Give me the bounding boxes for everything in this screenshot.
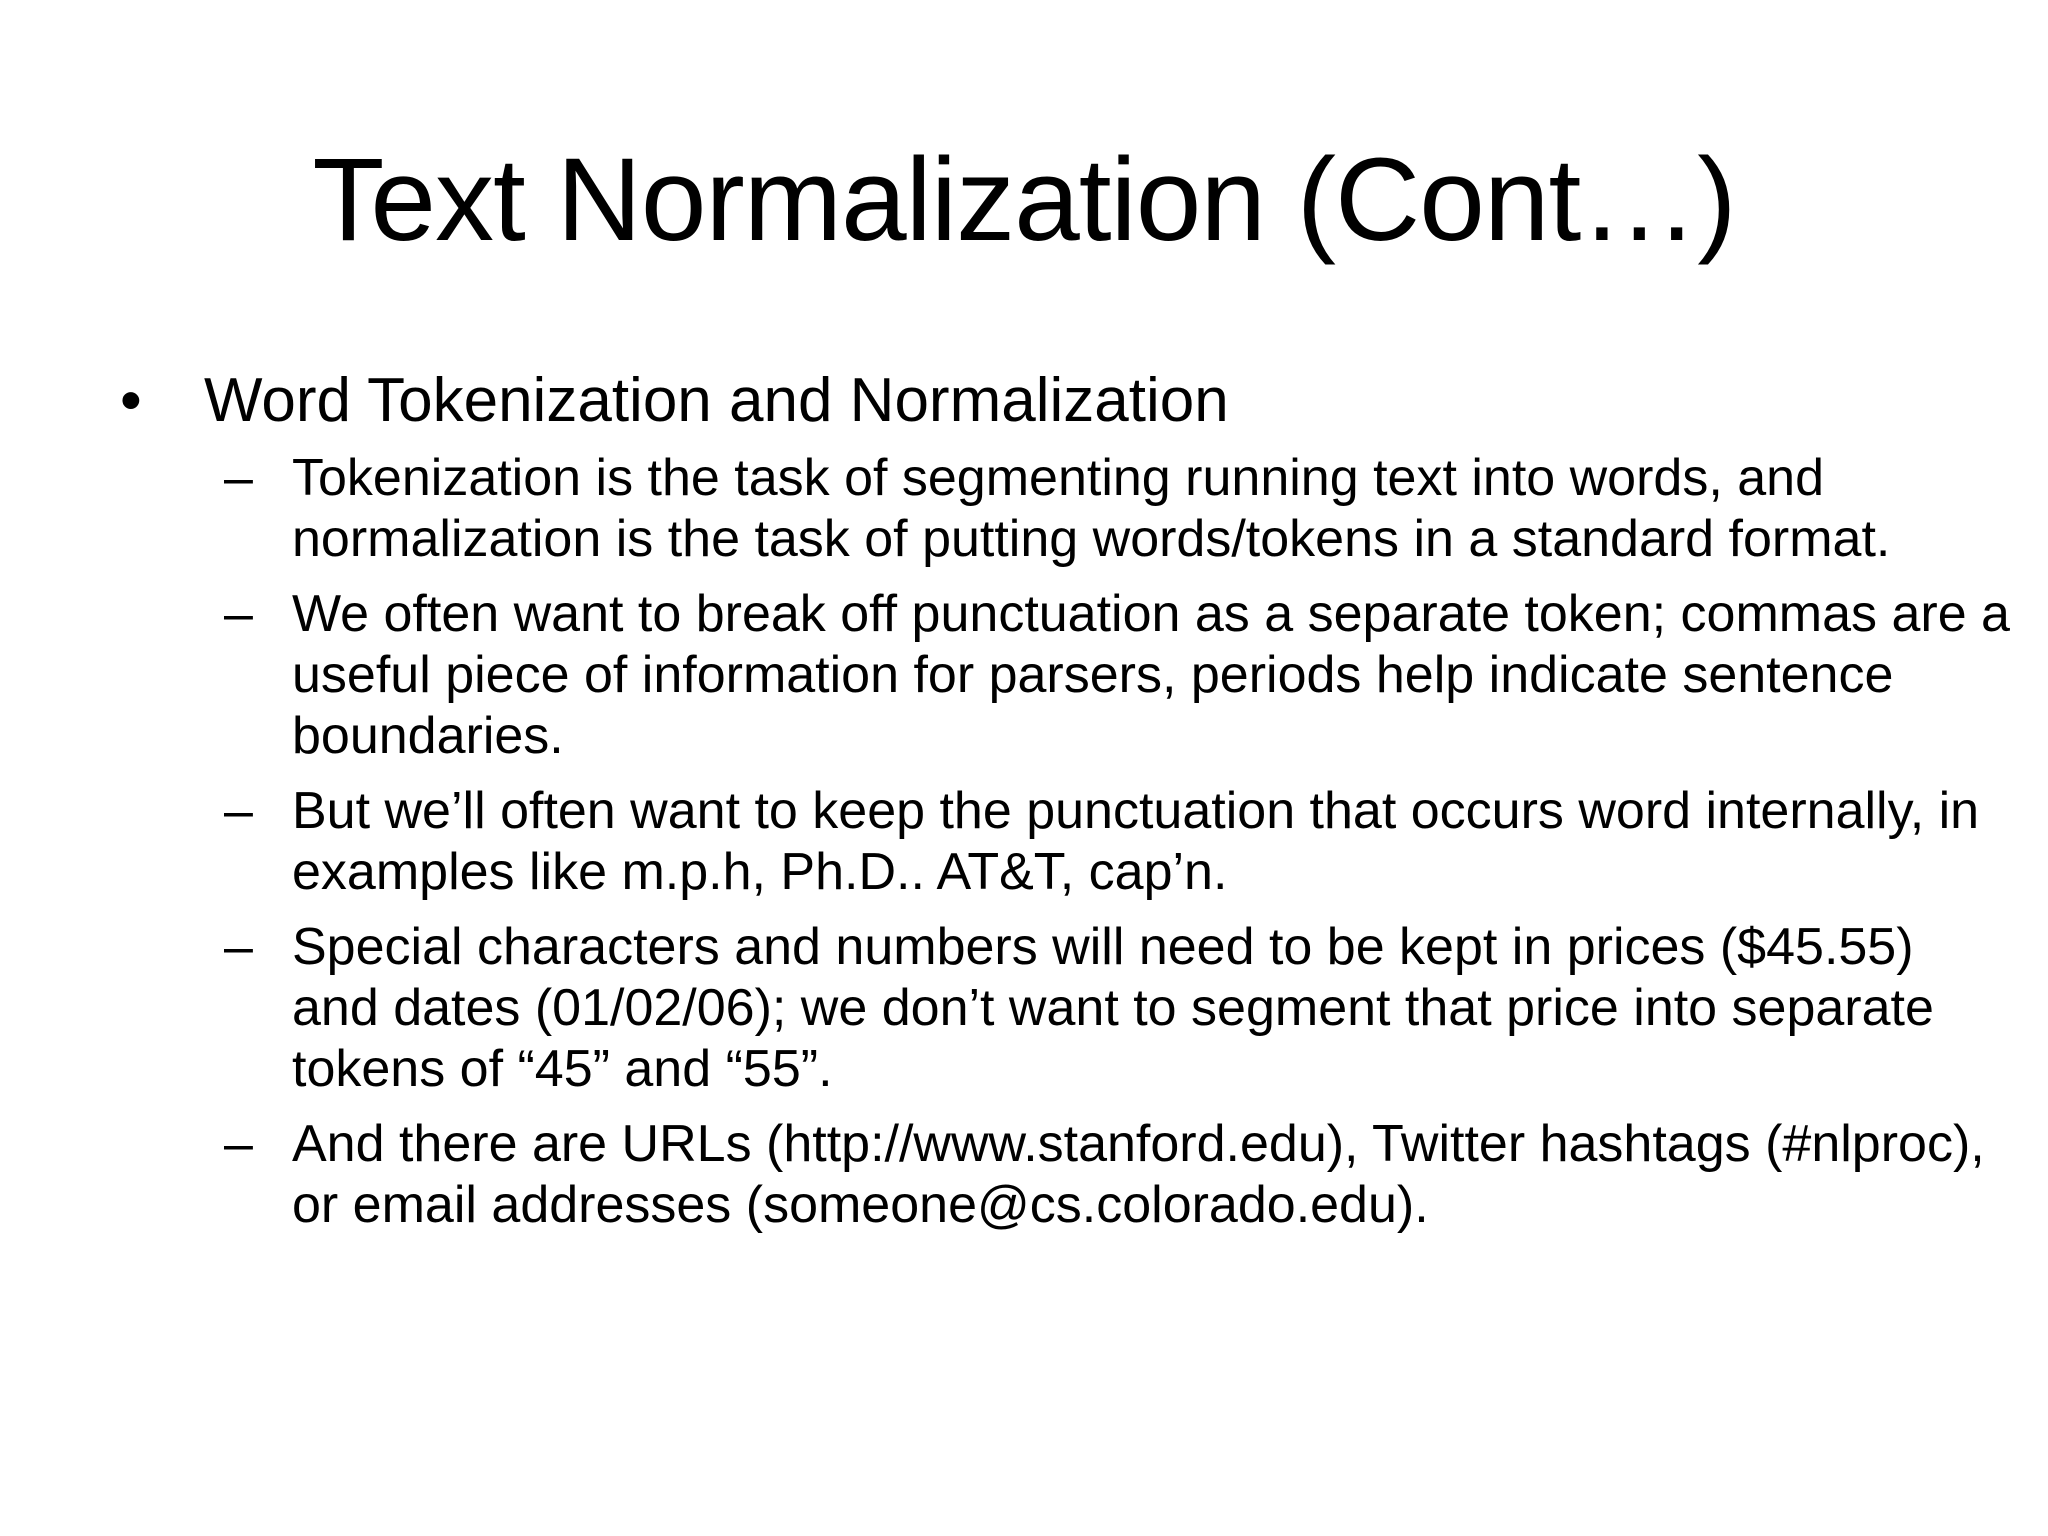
dash-marker: – [224,782,253,840]
sub-bullet-text: And there are URLs (http://www.stanford.edu), Twitter hashtags (#nlproc), or email addresses (someone@cs.colorado.edu). [292,1115,1985,1234]
dash-marker: – [224,449,253,507]
sub-bullet-text: Special characters and numbers will need to be kept in prices ($45.55) and dates (01/02/06); we don’t want to segment that price into separate tokens of “45” and “55”. [292,918,1934,1098]
sub-bullet-text: But we’ll often want to keep the punctuation that occurs word internally, in examples like m.p.h, Ph.D.. AT&T, cap’n. [292,782,1980,901]
sub-bullet-text: We often want to break off punctuation as a separate token; commas are a useful piece of information for parsers, periods help indicate sentence boundaries. [292,585,2010,765]
main-bullet-text: Word Tokenization and Normalization [204,366,1229,435]
dash-marker: – [224,585,253,643]
sub-bullet-tokenization [220,448,2020,570]
sub-bullet-urls-hashtags-emails [220,1114,2020,1236]
dash-marker: – [224,1115,253,1173]
sub-bullet-text: Tokenization is the task of segmenting running text into words, and normalization is the task of putting words/tokens in a standard format. [292,449,1891,568]
sub-bullet-word-internal-punctuation [220,781,2020,903]
sub-bullet-punctuation [220,584,2020,767]
slide-title: Text Normalization (Cont…) [312,134,1736,266]
main-bullet [120,363,2000,439]
bullet-marker: • [120,366,142,435]
sub-bullet-list [220,448,2020,1250]
dash-marker: – [224,918,253,976]
sub-bullet-special-characters [220,917,2020,1100]
